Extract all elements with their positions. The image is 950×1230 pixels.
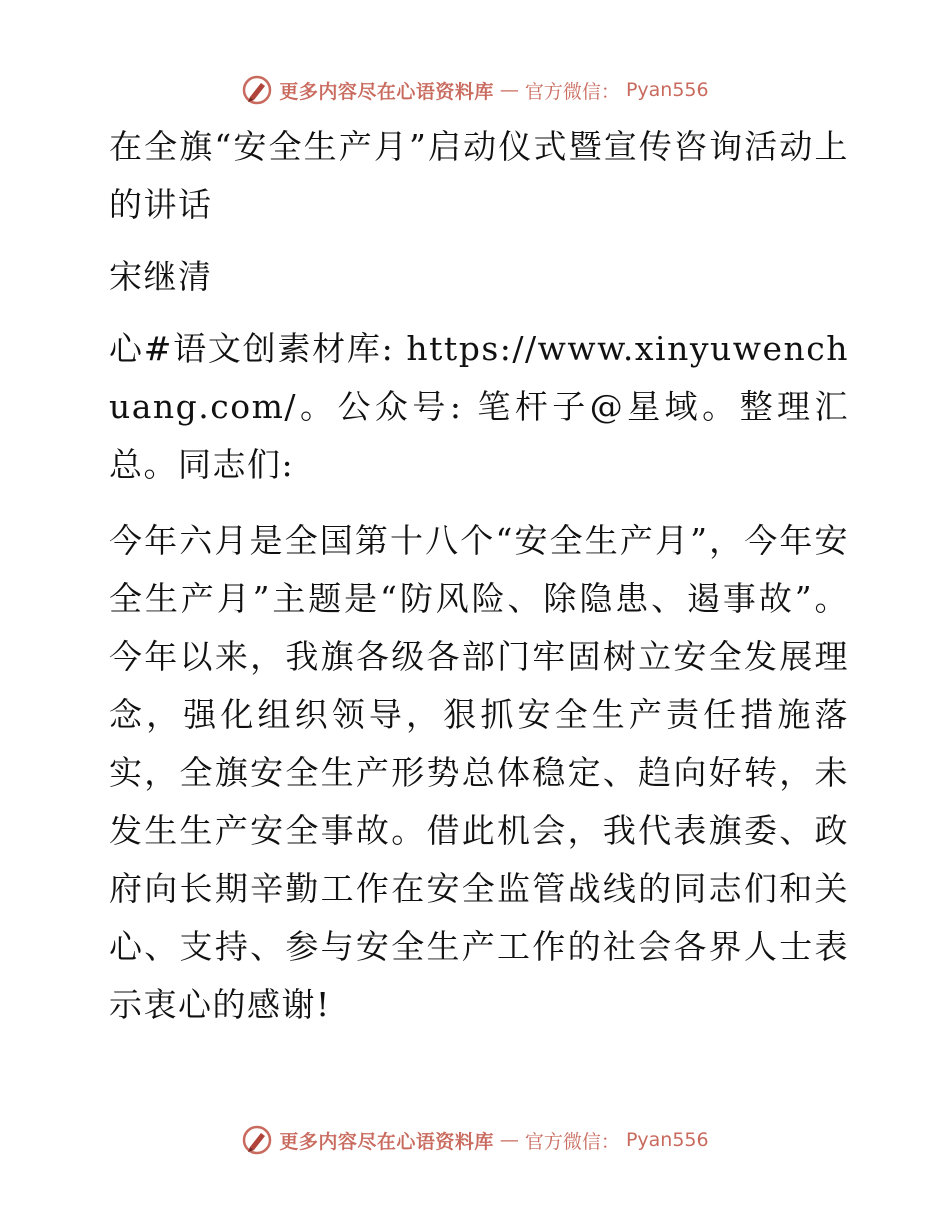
- banner-wechat-id: Pyan556: [625, 1129, 709, 1151]
- document-author: 宋继清: [109, 257, 213, 296]
- document-title: 在全旗“安全生产月”启动仪式暨宣传咨询活动上的讲话: [109, 127, 849, 224]
- body-paragraph: 今年六月是全国第十八个“安全生产月”，今年安全生产月”主题是“防风险、除隐患、遏事故”。今年以来，我旗各级各部门牢固树立安全发展理念，强化组织领导，狠抓安全生产责任措施落实，全旗安全生产形势总体稳定、趋向好转，未发生生产安全事故。借此机会，我代表旗委、政府向长期辛勤工作在安全监管战线的同志们和关心、支持、参与安全生产工作的社会各界人士表示衷心的感谢!: [109, 521, 849, 1024]
- source-paragraph: 心#语文创素材库: https://www.xinyuwenchuang.com/。公众号: 笔杆子@星域。整理汇总。同志们:: [109, 329, 849, 484]
- footer-watermark-banner: [0, 1120, 950, 1160]
- document-body: [97, 118, 849, 1052]
- banner-text: 更多内容尽在心语资料库: [279, 80, 494, 103]
- banner-wechat-id: Pyan556: [625, 79, 709, 101]
- banner-text: 更多内容尽在心语资料库: [279, 1130, 494, 1153]
- pen-logo-icon: [241, 1124, 273, 1156]
- banner-wechat-label: 官方微信：: [524, 1130, 620, 1153]
- header-watermark-banner: [0, 70, 950, 110]
- banner-separator: —: [499, 79, 519, 101]
- pen-logo-icon: [241, 74, 273, 106]
- banner-wechat-label: 官方微信：: [524, 80, 620, 103]
- banner-separator: —: [499, 1129, 519, 1151]
